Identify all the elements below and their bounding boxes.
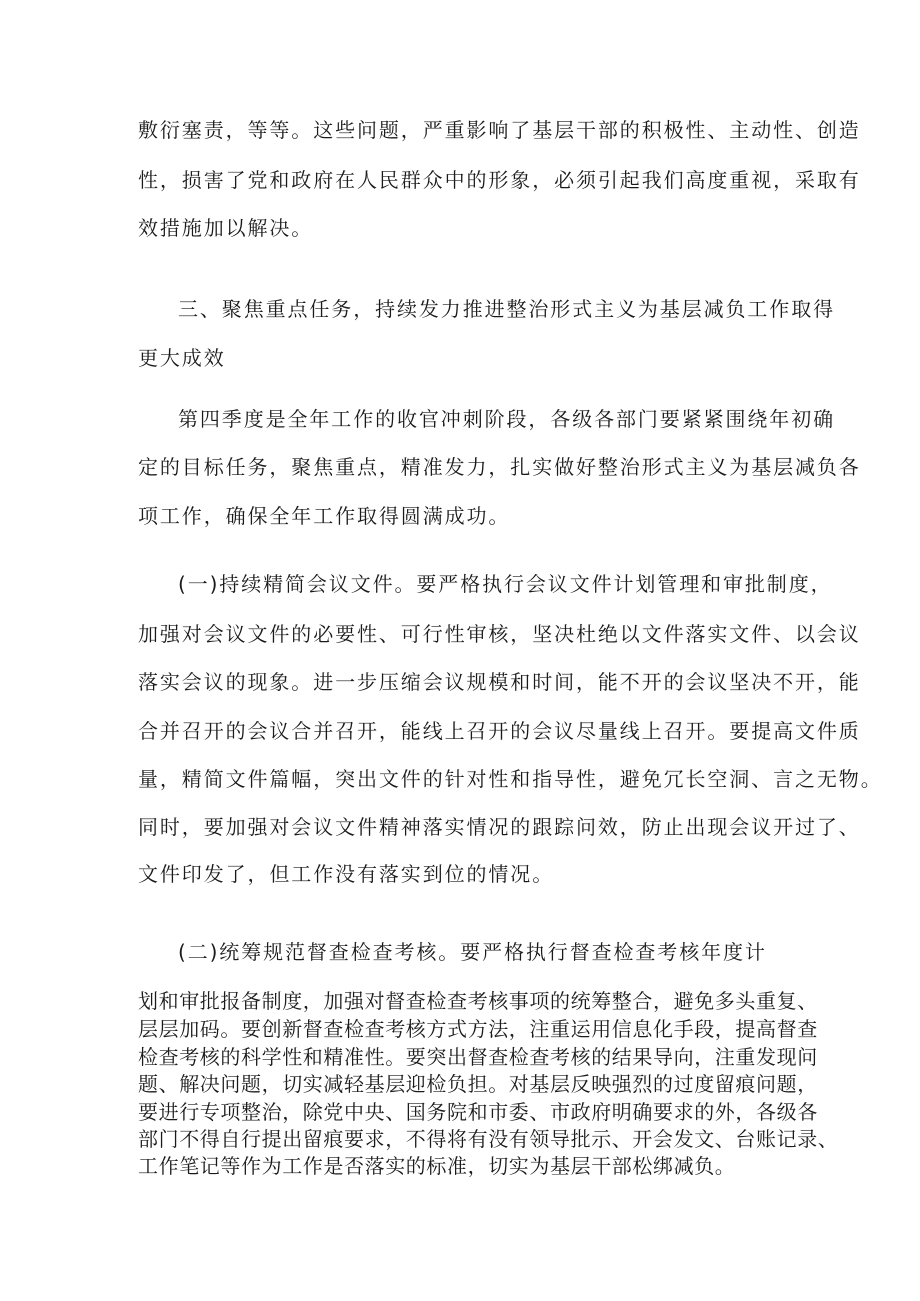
text-line: 敷衍塞责，等等。这些问题，严重影响了基层干部的积极性、主动性、创造: [138, 118, 861, 142]
text-line: 性，损害了党和政府在人民群众中的形象，必须引起我们高度重视，采取有: [138, 168, 861, 192]
text-line: 题、解决问题，切实减轻基层迎检负担。对基层反映强烈的过度留痕问题，: [138, 1072, 818, 1096]
text-line: 效措施加以解决。: [138, 216, 314, 240]
text-line: (二)统筹规范督查检查考核。要严格执行督查检查考核年度计: [178, 940, 767, 964]
text-line: 工作笔记等作为工作是否落实的标准，切实为基层干部松绑减负。: [138, 1154, 736, 1178]
text-line: 量，精简文件篇幅，突出文件的针对性和指导性，避免冗长空洞、言之无物。: [138, 767, 883, 791]
text-line: 落实会议的现象。进一步压缩会议规模和时间，能不开的会议坚决不开，能: [138, 670, 861, 694]
text-line: (一)持续精简会议文件。要严格执行会议文件计划管理和审批制度，: [178, 572, 833, 596]
heading-line: 更大成效: [138, 346, 226, 370]
text-line: 第四季度是全年工作的收官冲刺阶段，各级各部门要紧紧围绕年初确: [178, 407, 835, 431]
text-line: 检查考核的科学性和精准性。要突出督查检查考核的结果导向，注重发现问: [138, 1045, 818, 1069]
text-line: 合并召开的会议合并召开，能线上召开的会议尽量线上召开。要提高文件质: [138, 719, 861, 743]
text-line: 文件印发了，但工作没有落实到位的情况。: [138, 862, 555, 886]
text-line: 定的目标任务，聚焦重点，精准发力，扎实做好整治形式主义为基层减负各: [138, 455, 861, 479]
text-line: 部门不得自行提出留痕要求，不得将有没有领导批示、开会发文、台账记录、: [138, 1127, 839, 1151]
text-line: 加强对会议文件的必要性、可行性审核，坚决杜绝以文件落实文件、以会议: [138, 622, 861, 646]
text-line: 层层加码。要创新督查检查考核方式方法，注重运用信息化手段，提高督查: [138, 1017, 818, 1041]
text-line: 项工作，确保全年工作取得圆满成功。: [138, 504, 511, 528]
text-line: 划和审批报备制度，加强对督查检查考核事项的统筹整合，避免多头重复、: [138, 989, 818, 1013]
heading-line: 三、聚焦重点任务，持续发力推进整治形式主义为基层减负工作取得: [178, 297, 835, 321]
text-line: 要进行专项整治，除党中央、国务院和市委、市政府明确要求的外，各级各: [138, 1100, 818, 1124]
text-line: 同时，要加强对会议文件精神落实情况的跟踪问效，防止出现会议开过了、: [138, 815, 861, 839]
